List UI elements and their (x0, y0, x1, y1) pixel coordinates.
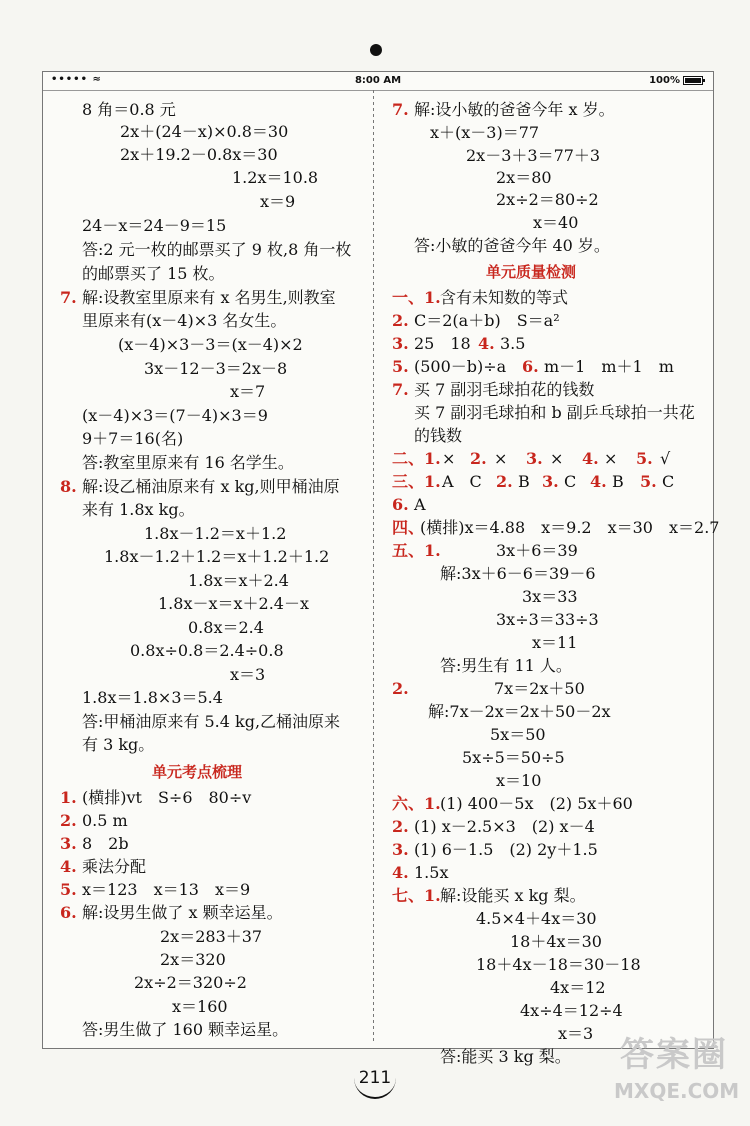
answer-line: m－1 m＋1 m (544, 357, 674, 376)
equation-line: 4x÷4＝12÷4 (520, 1001, 623, 1020)
answer-mark: × (494, 449, 508, 468)
battery-icon (683, 76, 703, 85)
answer-mark: × (604, 449, 618, 468)
equation-line: 2x÷2＝80÷2 (496, 190, 599, 209)
item-number: 3. (60, 834, 77, 853)
section-item-number: 七、1. (392, 886, 441, 905)
section-title: 单元考点梳理 (152, 763, 243, 781)
battery-percent: 100% (649, 75, 680, 86)
equation-line: 1.2x＝10.8 (232, 168, 319, 187)
item-number: 7. (392, 100, 409, 119)
equation-line: 7x＝2x＋50 (494, 679, 585, 698)
equation-line: x＝160 (172, 997, 228, 1016)
camera-dot (370, 44, 382, 56)
answer-line: x＝123 x＝13 x＝9 (82, 880, 251, 899)
answer-line: 的邮票买了 15 枚。 (82, 264, 225, 283)
item-number: 5. (640, 472, 657, 491)
equation-line: 5x＝50 (490, 725, 546, 744)
equation-line: x＝9 (260, 192, 296, 211)
equation-line: x＝7 (230, 382, 266, 401)
answer-line: (1) 6－1.5 (2) 2y＋1.5 (414, 840, 598, 859)
answer-line: (500－b)÷a (414, 357, 507, 376)
equation-line: 2x＋(24－x)×0.8＝30 (120, 122, 289, 141)
answer-line: 答:甲桶油原来有 5.4 kg,乙桶油原来 (82, 712, 341, 731)
equation-line: 2x＝283＋37 (160, 927, 263, 946)
item-number: 6. (522, 357, 539, 376)
item-number: 2. (392, 817, 409, 836)
battery-status (649, 75, 703, 86)
equation-line: 0.8x÷0.8＝2.4÷0.8 (130, 641, 284, 660)
text-line: 里原来有(x－4)×3 名女生。 (82, 311, 287, 330)
equation-line: (x－4)×3＝(7－4)×3＝9 (82, 406, 268, 425)
equation-line: (x－4)×3－3＝(x－4)×2 (118, 335, 303, 354)
answer-line: 25 18 (414, 334, 471, 353)
answer-line: C＝2(a＋b) S＝a² (414, 311, 560, 330)
answer-choice: C (564, 472, 577, 491)
answer-line: 买 7 副羽毛球拍花的钱数 (414, 380, 595, 399)
equation-line: x＝3 (558, 1024, 594, 1043)
page-number: 211 (354, 1059, 396, 1099)
text-line: 解:设能买 x kg 梨。 (440, 886, 586, 905)
equation-line: 3x＋6＝39 (496, 541, 578, 560)
item-number: 6. (60, 903, 77, 922)
equation-line: 2x＝320 (160, 950, 226, 969)
equation-line: x＝11 (532, 633, 578, 652)
text-line: 解:设男生做了 x 颗幸运星。 (82, 903, 283, 922)
equation-line: x＝40 (533, 213, 579, 232)
section-item-number: 二、1. (392, 449, 441, 468)
answer-choice: A C (442, 472, 482, 491)
equation-line: 3x－12－3＝2x－8 (144, 359, 288, 378)
answer-line: 的钱数 (414, 426, 463, 445)
equation-line: 解:3x＋6－6＝39－6 (440, 564, 596, 583)
equation-line: 解:7x－2x＝2x＋50－2x (428, 702, 611, 721)
equation-line: x＋(x－3)＝77 (430, 123, 540, 142)
answer-choice: B (518, 472, 530, 491)
item-number: 6. (392, 495, 409, 514)
watermark-text: 答案圈 (620, 1035, 728, 1075)
item-number: 2. (496, 472, 513, 491)
item-number: 4. (478, 334, 495, 353)
equation-line: 5x÷5＝50÷5 (462, 748, 565, 767)
item-number: 5. (60, 880, 77, 899)
signal-wifi-icon: ••••• ≈ (51, 74, 102, 85)
watermark-logo (614, 1034, 740, 1120)
equation-line: 3x＝33 (522, 587, 578, 606)
answer-choice: A (414, 495, 426, 514)
answer-choice: B (612, 472, 624, 491)
item-number: 2. (470, 449, 487, 468)
answer-line: 乘法分配 (82, 857, 147, 876)
answer-choice: C (662, 472, 675, 491)
section-item-number: 四、 (392, 518, 425, 537)
equation-line: 18＋4x－18＝30－18 (476, 955, 641, 974)
item-number: 5. (392, 357, 409, 376)
section-item-number: 三、1. (392, 472, 441, 491)
answer-line: 答:小敏的爸爸今年 40 岁。 (414, 236, 610, 255)
item-number: 4. (60, 857, 77, 876)
watermark-url: MXQE.COM (614, 1079, 740, 1103)
item-number: 7. (60, 288, 77, 307)
item-number: 4. (582, 449, 599, 468)
answer-mark: × (442, 449, 456, 468)
item-number: 2. (392, 311, 409, 330)
equation-line: 1.8x－1.2＋1.2＝x＋1.2＋1.2 (104, 547, 330, 566)
section-item-number: 六、1. (392, 794, 441, 813)
item-number: 8. (60, 477, 77, 496)
text-line: 来有 1.8x kg。 (82, 500, 195, 519)
answer-line: 有 3 kg。 (82, 735, 155, 754)
equation-line: 1.8x＝1.8×3＝5.4 (82, 688, 223, 707)
item-number: 一、1. (392, 288, 441, 307)
answer-line: 答:男生做了 160 颗幸运星。 (82, 1020, 289, 1039)
equation-line: 1.8x－x＝x＋2.4－x (158, 594, 309, 613)
answer-line: (1) 400－5x (2) 5x＋60 (440, 794, 633, 813)
answer-line: 答:教室里原来有 16 名学生。 (82, 453, 294, 472)
text-line: 解:设小敏的爸爸今年 x 岁。 (414, 100, 615, 119)
equation-line: 18＋4x＝30 (510, 932, 602, 951)
equation-line: 2x＝80 (496, 168, 552, 187)
answer-line: 1.5x (414, 863, 449, 882)
item-number: 3. (392, 334, 409, 353)
answer-mark: √ (660, 449, 671, 468)
item-number: 1. (60, 788, 77, 807)
answer-line: 8 2b (82, 834, 129, 853)
answer-mark: × (550, 449, 564, 468)
equation-line: 2x＋19.2－0.8x＝30 (120, 145, 278, 164)
answer-line: 答:男生有 11 人。 (440, 656, 572, 675)
answer-line: 买 7 副羽毛球拍和 b 副乒乓球拍一共花 (414, 403, 695, 422)
status-bar (43, 72, 713, 91)
equation-line: 3x÷3＝33÷3 (496, 610, 599, 629)
equation-line: 1.8x－1.2＝x＋1.2 (144, 524, 287, 543)
section-title: 单元质量检测 (486, 263, 577, 281)
equation-line: 4.5×4＋4x＝30 (476, 909, 597, 928)
text-line: 解:设教室里原来有 x 名男生,则教室 (82, 288, 336, 307)
text-line: 解:设乙桶油原来有 x kg,则甲桶油原 (82, 477, 340, 496)
equation-line: 2x÷2＝320÷2 (134, 973, 247, 992)
equation-line: 9＋7＝16(名) (82, 429, 184, 448)
item-number: 4. (590, 472, 607, 491)
answer-line: 0.5 m (82, 811, 128, 830)
item-number: 3. (542, 472, 559, 491)
item-number: 3. (526, 449, 543, 468)
equation-line: 0.8x＝2.4 (188, 618, 264, 637)
item-number: 5. (636, 449, 653, 468)
equation-line: 2x－3＋3＝77＋3 (466, 146, 601, 165)
answer-line: 含有未知数的等式 (440, 288, 569, 307)
answer-line: 3.5 (500, 334, 526, 353)
equation-line: 1.8x＝x＋2.4 (188, 571, 289, 590)
answer-line: 答:能买 3 kg 梨。 (440, 1047, 571, 1066)
text-line: 8 角＝0.8 元 (82, 100, 176, 119)
answer-line: (1) x－2.5×3 (2) x－4 (414, 817, 595, 836)
item-number: 2. (60, 811, 77, 830)
equation-line: 4x＝12 (550, 978, 606, 997)
equation-line: x＝10 (496, 771, 542, 790)
section-item-number: 五、1. (392, 541, 441, 560)
answer-line: (横排)vt S÷6 80÷v (82, 788, 252, 807)
answer-line: (横排)x＝4.88 x＝9.2 x＝30 x＝2.7 (420, 518, 720, 537)
item-number: 3. (392, 840, 409, 859)
item-number: 2. (392, 679, 409, 698)
column-divider (373, 90, 374, 1043)
answer-line: 答:2 元一枚的邮票买了 9 枚,8 角一枚 (82, 240, 352, 259)
status-time: 8:00 AM (354, 75, 402, 86)
equation-line: x＝3 (230, 665, 266, 684)
equation-line: 24－x＝24－9＝15 (82, 216, 227, 235)
item-number: 7. (392, 380, 409, 399)
item-number: 4. (392, 863, 409, 882)
